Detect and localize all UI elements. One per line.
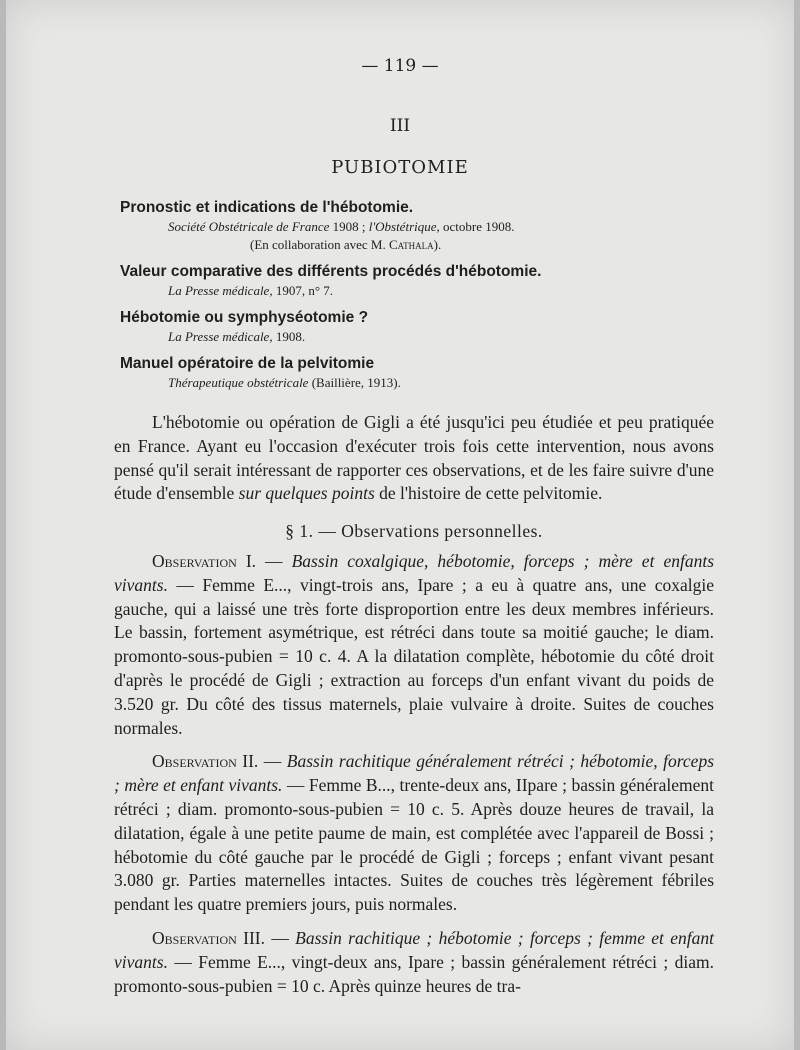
chapter-title: PUBIOTOMIE [331, 157, 469, 178]
reference-source: La Presse médicale, 1908. [168, 329, 306, 344]
reference-source: La Presse médicale, 1907, n° 7. [168, 283, 334, 298]
chapter-number: III [389, 116, 411, 136]
observation-paragraph: Observation II. — Bassin rachitique généralement rétréci ; hébotomie, forceps ; mère et enfant vivants. — Femme B..., trente-deux ans, IIpare ; bassin généralement rétréci ; diam. promonto-sous-pubien = 10 c. 5. Après douze heures de travail, la dilatation, égale à une petite paume de main, est complétée avec l'appareil de Bossi ; hébotomie du côté gauche par le procédé de Gigli ; forceps ; enfant vivant pesant 3.080 gr. Parties maternelles intactes. Suites de couches très légèrement fébriles pendant les quatre premiers jours, puis normales. [114, 751, 715, 915]
reference-title: Hébotomie ou symphyséotomie ? [120, 309, 369, 326]
intro-paragraph: L'hébotomie ou opération de Gigli a été jusqu'ici peu étudiée et peu pratiquée en France. Ayant eu l'occasion d'exécuter trois fois cette intervention, nous avons pensé qu'il serait intéressant de rapporter ces observations, et de les faire suivre d'une étude d'ensemble sur quelques points de l'histoire de cette pelvitomie. [114, 412, 714, 504]
reference-title: Pronostic et indications de l'hébotomie. [120, 199, 414, 216]
reference-source: Thérapeutique obstétricale (Baillière, 1913). [168, 375, 401, 390]
reference-item [120, 354, 720, 392]
reference-item [120, 198, 720, 254]
reference-item [120, 308, 720, 346]
reference-item [120, 262, 720, 300]
observation-paragraph: Observation III. — Bassin rachitique ; hébotomie ; forceps ; femme et enfant vivants. — Femme E..., vingt-deux ans, Ipare ; bassin généralement rétréci ; diam. promonto-sous-pubien = 10 c. Après quinze heures de tra- [114, 927, 714, 996]
reference-title: Valeur comparative des différents procédés d'hébotomie. [120, 263, 542, 280]
body-text [114, 411, 714, 1008]
reference-list [120, 198, 720, 400]
reference-collaboration: (En collaboration avec M. Cathala). [250, 237, 442, 252]
observation-paragraph: Observation I. — Bassin coxalgique, hébotomie, forceps ; mère et enfants vivants. — Femme E..., vingt-trois ans, Ipare ; a eu à quatre ans, une coxalgie gauche, qui a laissé une très forte disproportion entre les deux membres inférieurs. Le bassin, fortement asymétrique, est rétréci dans toute sa moitié gauche; le diam. promonto-sous-pubien = 10 c. 4. A la dilatation complète, hébotomie du côté droit d'après le procédé de Gigli ; extraction au forceps d'un enfant vivant du poids de 3.520 gr. Du côté des tissus maternels, plaie vulvaire à droite. Suites de couches normales. [114, 550, 715, 738]
reference-source: Société Obstétricale de France 1908 ; l'Obstétrique, octobre 1908. [168, 219, 515, 234]
section-heading: § 1. — Observations personnelles. [285, 521, 543, 542]
page-number: — 119 — [361, 56, 439, 76]
page [6, 0, 794, 1050]
reference-title: Manuel opératoire de la pelvitomie [120, 355, 375, 372]
